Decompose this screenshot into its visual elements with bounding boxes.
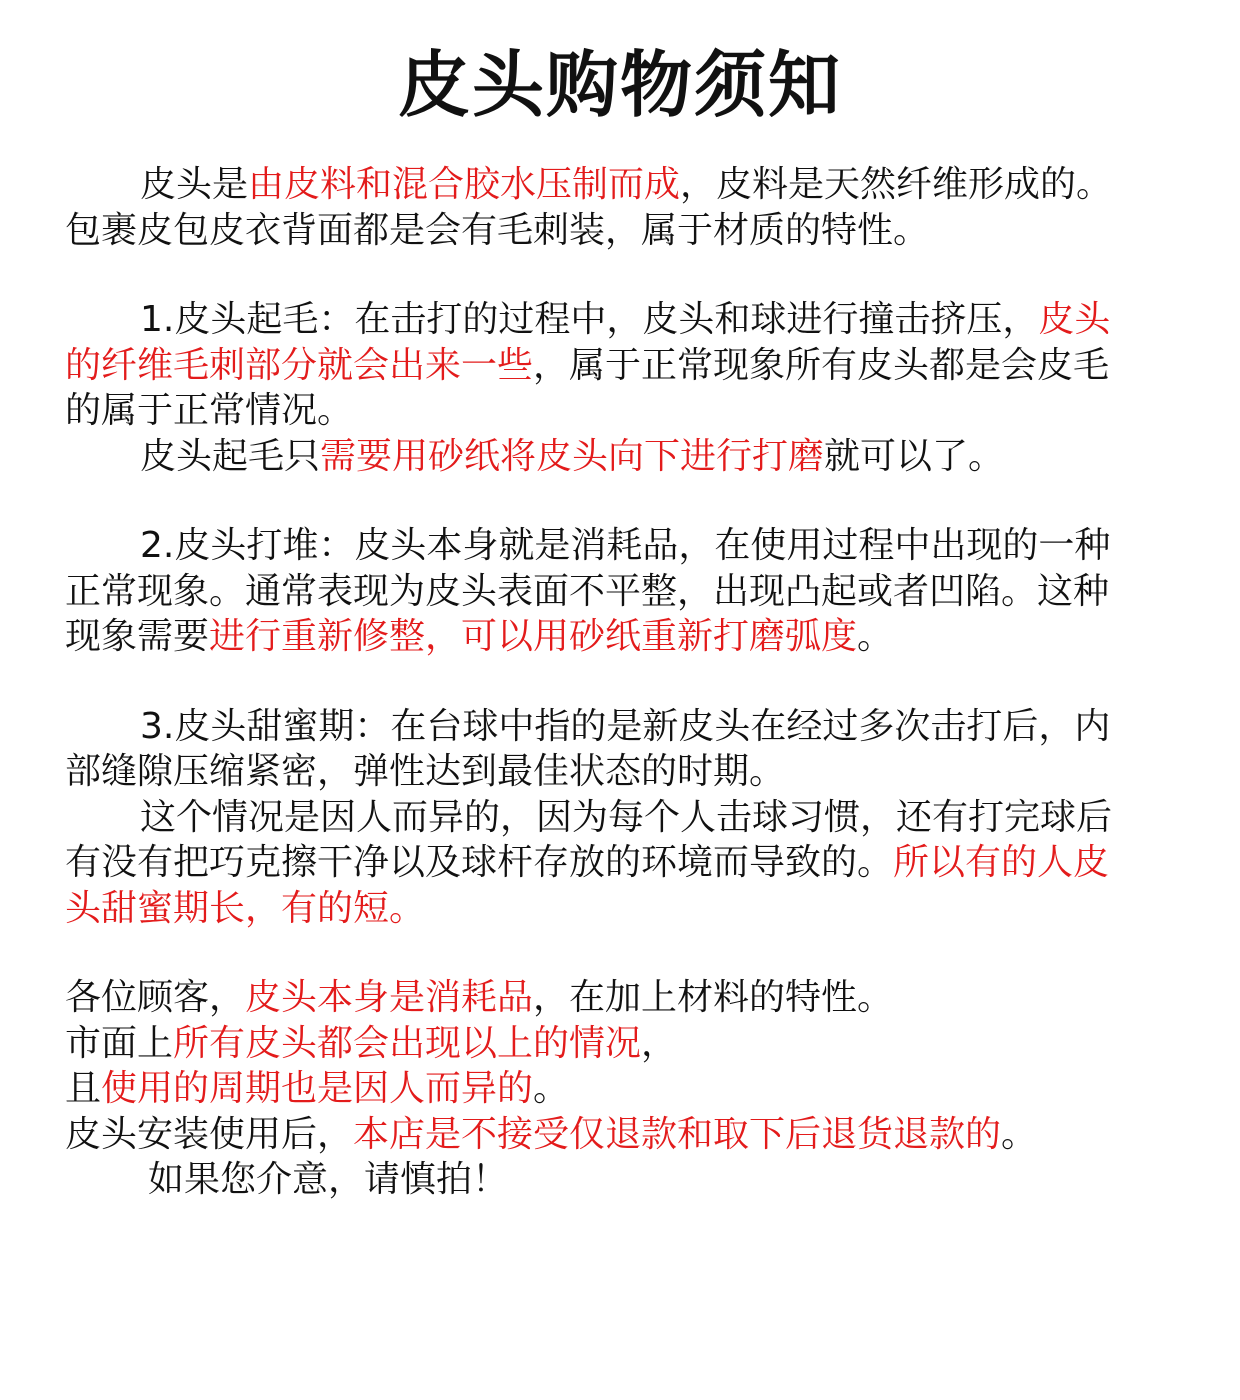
text-line — [65, 886, 1185, 932]
body-text: 各位顾客， — [65, 977, 246, 1018]
text-line — [65, 840, 1185, 886]
body-text: 有没有把巧克擦干净以及球杆存放的环境而导致的。 — [65, 842, 894, 883]
highlighted-text: 头甜蜜期长，有的短。 — [65, 887, 426, 929]
text-line — [65, 749, 1185, 795]
highlighted-text: 进行重新修整，可以用砂纸重新打磨弧度 — [209, 616, 858, 657]
body-text: 就可以了。 — [824, 435, 1005, 477]
body-text: 3.皮头甜蜜期：在台球中指的是新皮头在经过多次击打后，内 — [140, 705, 1111, 747]
highlighted-text: 由皮料和混合胶水压制而成 — [248, 164, 681, 205]
body-text: ，属于正常现象所有皮头都是会皮毛 — [533, 344, 1110, 386]
body-text: ，在加上材料的特性。 — [533, 977, 894, 1018]
body-text: 如果您介意，请慎拍！ — [148, 1159, 509, 1200]
body-text: 。 — [857, 616, 894, 657]
body-text: 皮头安装使用后， — [65, 1113, 354, 1155]
body-text: 。 — [1001, 1113, 1038, 1155]
text-line — [65, 388, 1185, 434]
body-text: 1.皮头起毛：在击打的过程中，皮头和球进行撞击挤压， — [140, 299, 1039, 340]
body-text: 包裹皮包皮衣背面都是会有毛刺装，属于材质的特性。 — [65, 209, 930, 251]
body-text: 市面上 — [65, 1022, 174, 1064]
highlighted-text: 皮头 — [1038, 299, 1111, 340]
text-line — [65, 523, 1185, 569]
text-line — [65, 1157, 1185, 1203]
body-text: ， — [641, 1022, 678, 1064]
highlighted-text: 所以有的人皮 — [893, 842, 1110, 883]
text-line — [65, 208, 1185, 254]
body-text: 正常现象。通常表现为皮头表面不平整，出现凸起或者凹陷。这种 — [65, 570, 1110, 612]
text-line — [65, 569, 1185, 615]
page-title: 皮头购物须知 — [397, 43, 842, 127]
body-text: 皮头是 — [140, 164, 249, 205]
text-line — [65, 434, 1185, 480]
body-text: 皮头起毛只 — [140, 435, 321, 477]
body-text: 现象需要 — [65, 616, 210, 657]
body-text: 。 — [533, 1068, 570, 1109]
text-line — [65, 162, 1185, 208]
highlighted-text: 本店是不接受仅退款和取下后退货退款的 — [353, 1113, 1002, 1155]
text-line — [65, 704, 1185, 750]
highlighted-text: 所有皮头都会出现以上的情况 — [173, 1022, 642, 1064]
body-text: 的属于正常情况。 — [65, 390, 354, 431]
text-line — [65, 1021, 1185, 1067]
text-line — [65, 1112, 1185, 1158]
highlighted-text: 的纤维毛刺部分就会出来一些 — [65, 344, 534, 386]
text-line — [65, 1066, 1185, 1112]
highlighted-text: 皮头本身是消耗品 — [245, 977, 534, 1018]
text-line — [65, 343, 1185, 389]
highlighted-text: 使用的周期也是因人而异的 — [101, 1068, 534, 1109]
body-text: 这个情况是因人而异的，因为每个人击球习惯，还有打完球后 — [140, 796, 1113, 838]
body-text: 2.皮头打堆：皮头本身就是消耗品，在使用过程中出现的一种 — [140, 525, 1111, 566]
body-text: 且 — [65, 1068, 102, 1109]
notice-body — [65, 162, 1185, 1203]
text-line — [65, 614, 1185, 660]
text-line — [65, 297, 1185, 343]
highlighted-text: 需要用砂纸将皮头向下进行打磨 — [320, 435, 825, 477]
body-text: 部缝隙压缩紧密，弹性达到最佳状态的时期。 — [65, 751, 786, 792]
text-line — [65, 795, 1185, 841]
body-text: ，皮料是天然纤维形成的。 — [680, 164, 1113, 205]
text-line — [65, 975, 1185, 1021]
